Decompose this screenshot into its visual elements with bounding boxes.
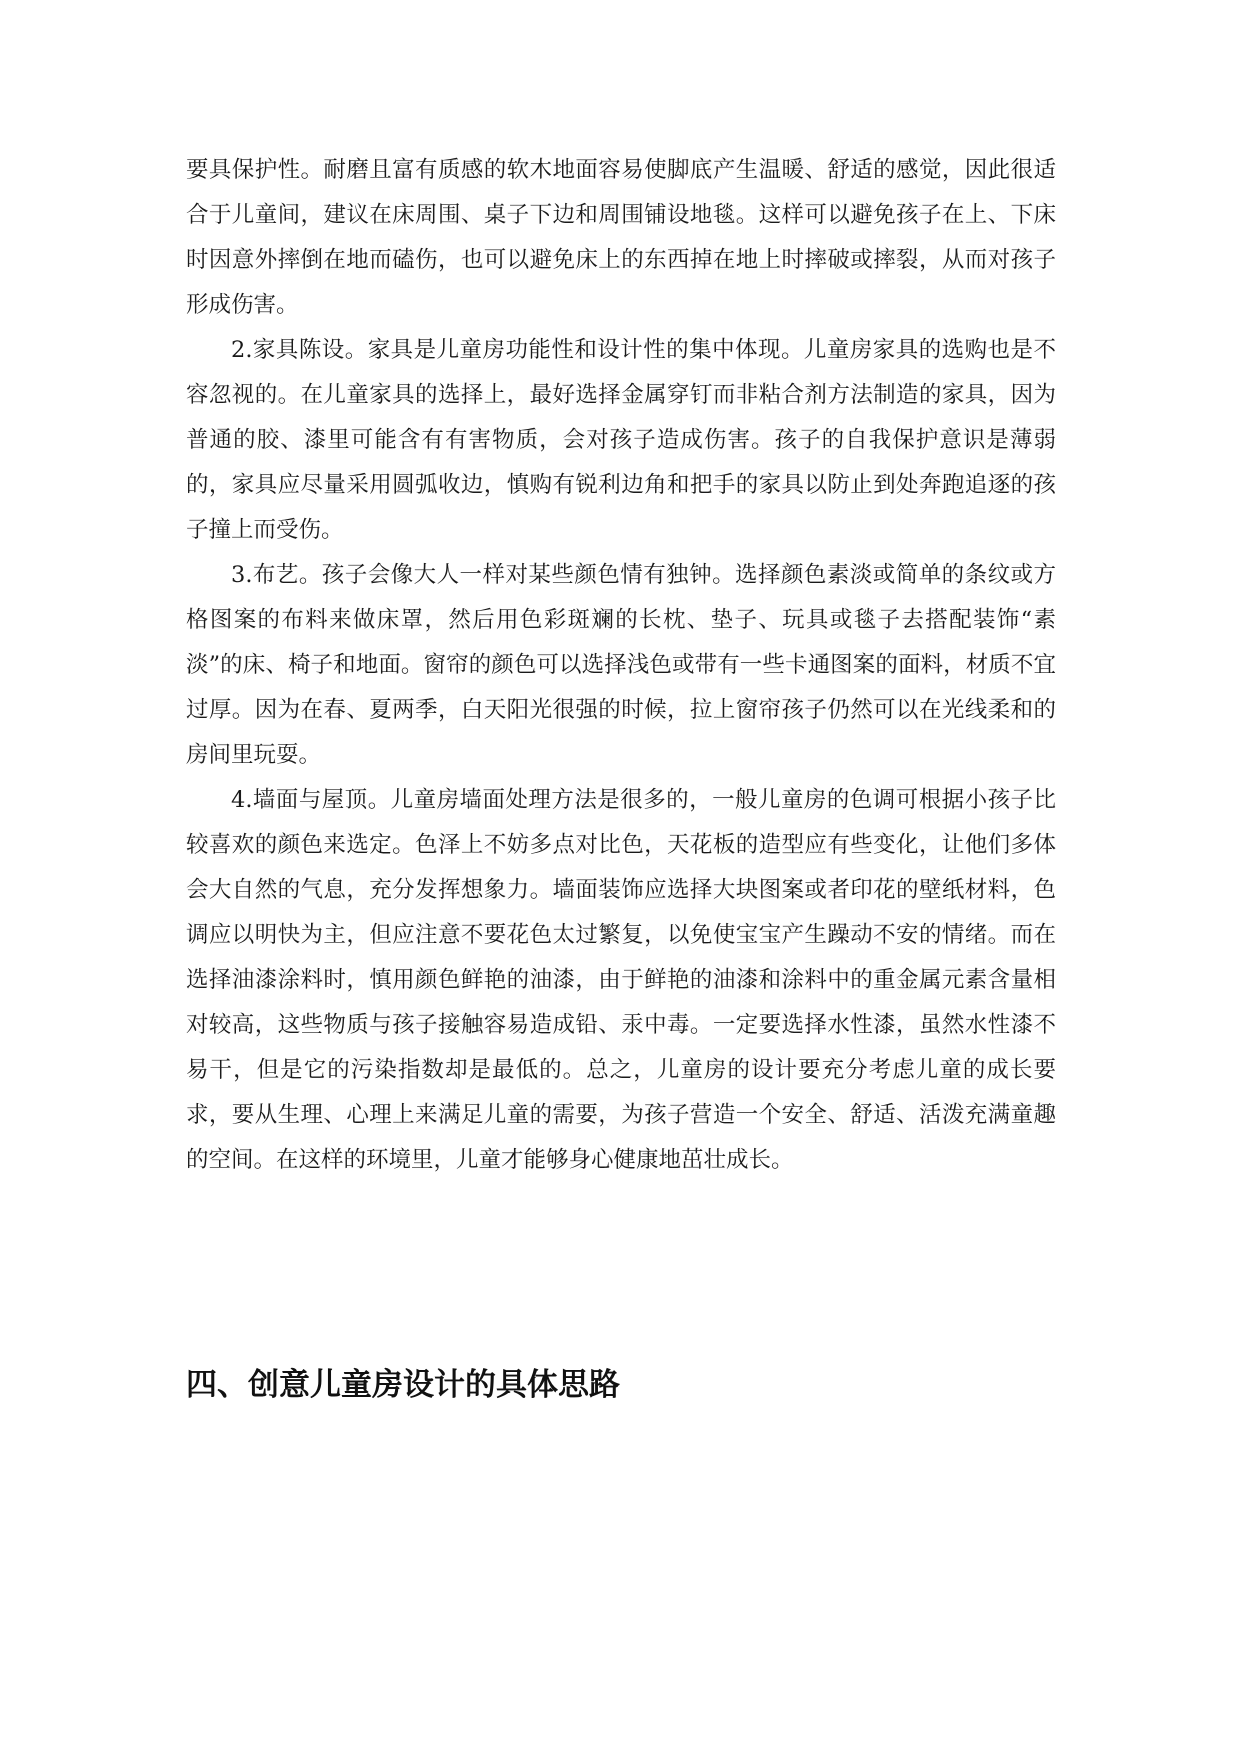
body-paragraph-fabric: 3.布艺。孩子会像大人一样对某些颜色情有独钟。选择颜色素淡或简单的条纹或方格图案的布料来做床罩，然后用色彩斑斓的长枕、垫子、玩具或毯子去搭配装饰“素淡”的床、椅子和地面。窗帘的颜色可以选择浅色或带有一些卡通图案的面料，材质不宜过厚。因为在春、夏两季，白天阳光很强的时候，拉上窗帘孩子仍然可以在光线柔和的房间里玩耍。 [186, 562, 1056, 768]
body-paragraph-furniture: 2.家具陈设。家具是儿童房功能性和设计性的集中体现。儿童房家具的选购也是不容忽视的。在儿童家具的选择上，最好选择金属穿钉而非粘合剂方法制造的家具，因为普通的胶、漆里可能含有有害物质，会对孩子造成伤害。孩子的自我保护意识是薄弱的，家具应尽量采用圆弧收边，慎购有锐利边角和把手的家具以防止到处奔跑追逐的孩子撞上而受伤。 [186, 337, 1056, 543]
body-paragraph-1: 要具保护性。耐磨且富有质感的软木地面容易使脚底产生温暖、舒适的感觉，因此很适合于儿童间，建议在床周围、桌子下边和周围铺设地毯。这样可以避免孩子在上、下床时因意外摔倒在地而磕伤，也可以避免床上的东西掉在地上时摔破或摔裂，从而对孩子形成伤害。 [186, 157, 1056, 318]
section-heading: 四、创意儿童房设计的具体思路 [186, 1367, 620, 1403]
body-paragraph-walls-ceiling: 4.墙面与屋顶。儿童房墙面处理方法是很多的，一般儿童房的色调可根据小孩子比较喜欢的颜色来选定。色泽上不妨多点对比色，天花板的造型应有些变化，让他们多体会大自然的气息，充分发挥想象力。墙面装饰应选择大块图案或者印花的壁纸材料，色调应以明快为主，但应注意不要花色太过繁复，以免使宝宝产生躁动不安的情绪。而在选择油漆涂料时，慎用颜色鲜艳的油漆，由于鲜艳的油漆和涂料中的重金属元素含量相对较高，这些物质与孩子接触容易造成铅、汞中毒。一定要选择水性漆，虽然水性漆不易干，但是它的污染指数却是最低的。总之，儿童房的设计要充分考虑儿童的成长要求，要从生理、心理上来满足儿童的需要，为孩子营造一个安全、舒适、活泼充满童趣的空间。在这样的环境里，儿童才能够身心健康地茁壮成长。 [186, 787, 1056, 1173]
document-body [186, 148, 1056, 1183]
